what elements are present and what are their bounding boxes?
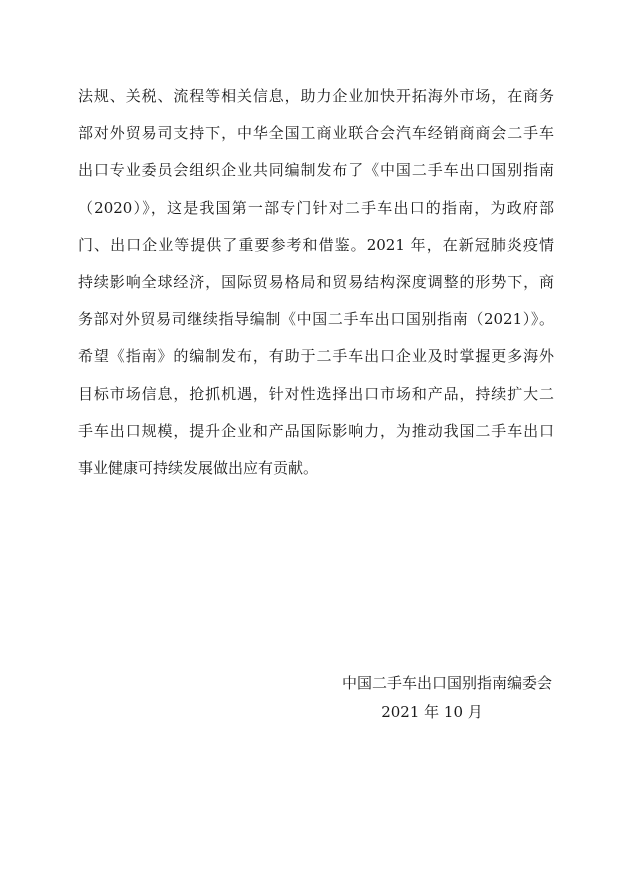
paragraph-line: 部对外贸易司支持下，中华全国工商业联合会汽车经销商商会二手车 — [78, 124, 554, 143]
paragraph-line: 希望《指南》的编制发布，有助于二手车出口企业及时掌握更多海外 — [78, 347, 554, 366]
paragraph-line: 目标市场信息，抢抓机遇，针对性选择出口市场和产品，持续扩大二 — [78, 384, 554, 403]
paragraph-line: 法规、关税、流程等相关信息，助力企业加快开拓海外市场，在商务 — [78, 87, 554, 105]
paragraph-line: 出口专业委员会组织企业共同编制发布了《中国二手车出口国别指南 — [78, 161, 554, 180]
signature-organization: 中国二手车出口国别指南编委会 — [341, 674, 552, 692]
paragraph-line: 门、出口企业等提供了重要参考和借鉴。2021 年，在新冠肺炎疫情 — [78, 235, 554, 254]
paragraph-line: 手车出口规模，提升企业和产品国际影响力，为推动我国二手车出口 — [78, 421, 554, 440]
paragraph-line: 持续影响全球经济，国际贸易格局和贸易结构深度调整的形势下，商 — [78, 272, 554, 291]
paragraph-line: 务部对外贸易司继续指导编制《中国二手车出口国别指南（2021）》。 — [78, 310, 554, 329]
signature-date: 2021 年 10 月 — [381, 703, 483, 721]
paragraph-line: 事业健康可持续发展做出应有贡献。 — [78, 458, 319, 477]
body-paragraph — [78, 87, 554, 496]
paragraph-line: （2020）》，这是我国第一部专门针对二手车出口的指南，为政府部 — [78, 198, 554, 217]
